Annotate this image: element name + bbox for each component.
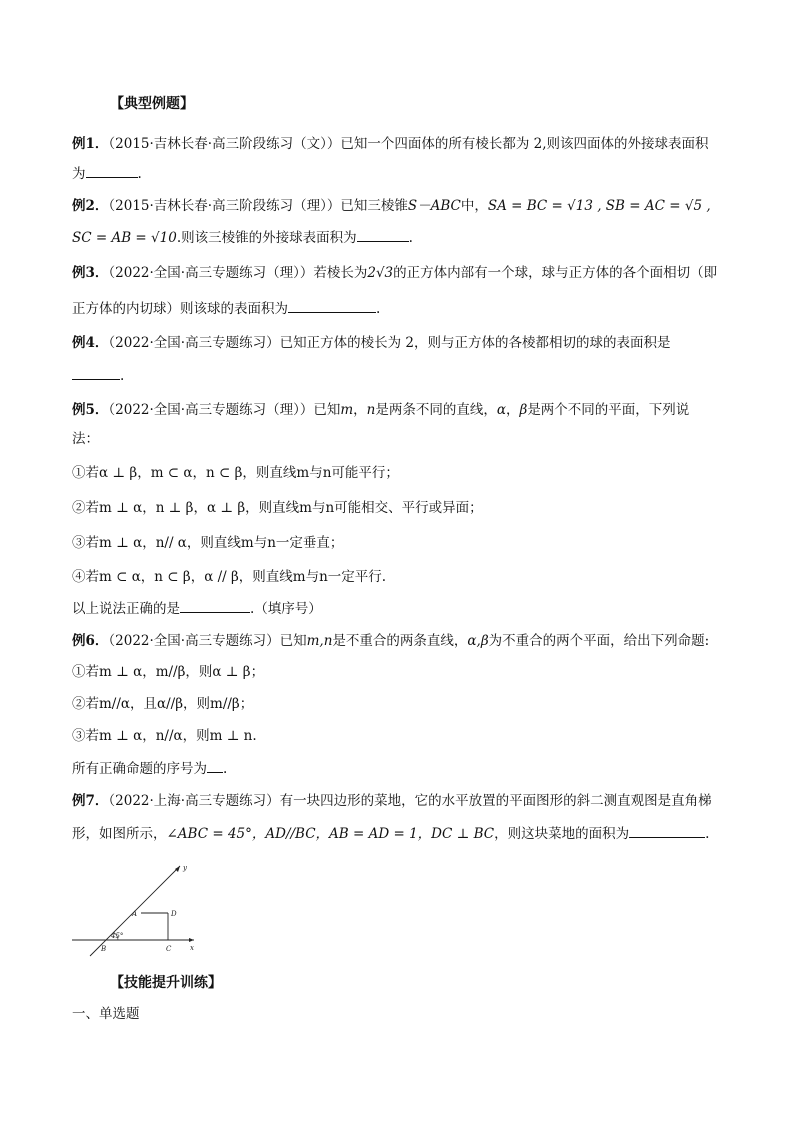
subsection-single-choice: 一、单选题 [72, 1006, 140, 1022]
example-1-line-1 [72, 134, 734, 154]
example-7-text-b: 形，如图所示， [72, 826, 167, 842]
example-5-question-text: 以上说法正确的是 [72, 601, 180, 617]
example-1-text-b: 为 [72, 166, 86, 182]
example-4-line-2: . [72, 365, 734, 386]
example-2-label: 例2． [72, 198, 109, 214]
example-6-math-b: α,β [467, 633, 489, 649]
example-3-line-1 [72, 263, 734, 283]
example-5-label: 例5． [72, 402, 109, 418]
x-axis-arrow [189, 938, 194, 942]
example-2-math-b: SA = BC = √13 , SB = AC = √5 , [487, 198, 711, 214]
example-5-item-4: ④若m ⊂ α，n ⊂ β，α // β，则直线m与n一定平行. [72, 569, 387, 585]
example-3-label: 例3． [72, 265, 109, 281]
example-2-text-b: 中， [460, 198, 488, 214]
answer-blank[interactable] [72, 365, 120, 380]
label-c: C [166, 945, 172, 953]
example-5-line-1 [72, 400, 734, 420]
answer-blank[interactable] [629, 823, 705, 838]
example-5-text-d: ， [506, 402, 520, 418]
example-5-text-c: 是两条不同的直线， [375, 402, 497, 418]
answer-blank[interactable] [357, 227, 409, 242]
label-b: B [101, 945, 107, 953]
math-n: n [366, 402, 376, 418]
example-2-line-1 [72, 196, 734, 216]
example-4-line-1 [72, 333, 734, 353]
math-beta: β [519, 402, 528, 418]
example-6-text-b: 是不重合的两条直线， [332, 633, 468, 649]
example-7-line-1 [72, 791, 734, 811]
example-1-label: 例1． [72, 136, 109, 152]
example-1-text: （2015·吉林长春·高三阶段练习（文））已知一个四面体的所有棱长都为 2,则该四面体的外接球表面积 [108, 136, 709, 152]
example-3-text-c: 正方体的内切球）则该球的表面积为 [72, 301, 288, 317]
example-4-text-a: （2022·全国·高三专题练习）已知正方体的棱长为 2，则与正方体的各棱都相切的球的表面积是 [108, 335, 671, 351]
example-5-suffix: .（填序号） [250, 601, 322, 617]
example-5-text-a: （2022·全国·高三专题练习（理））已知 [108, 402, 341, 418]
example-5-text-b: ， [353, 402, 367, 418]
example-5-line-2: 法： [72, 431, 99, 447]
label-a: A [132, 910, 138, 918]
example-5-item-2: ②若m ⊥ α，n ⊥ β，α ⊥ β，则直线m与n可能相交、平行或异面； [72, 500, 483, 516]
example-5-item-1: ①若α ⊥ β，m ⊂ α，n ⊂ β，则直线m与n可能平行； [72, 465, 399, 481]
example-3-text-a: （2022·全国·高三专题练习（理））若棱长为 [108, 265, 368, 281]
math-alpha: α [496, 402, 506, 418]
label-y: y [183, 864, 187, 872]
example-6-line-1 [72, 631, 734, 651]
example-5-question [72, 598, 734, 619]
label-d: D [171, 910, 177, 918]
example-6-text-a: （2022·全国·高三专题练习）已知 [108, 633, 307, 649]
example-2-text-c: .则该三棱锥的外接球表面积为 [176, 230, 357, 246]
label-x: x [190, 944, 194, 952]
example-6-item-2: ②若m//α，且α//β，则m//β； [72, 696, 254, 712]
example-1-line-2: 为 . [72, 163, 734, 184]
example-2-math-c: SC = AB = √10 [72, 230, 177, 246]
example-6-text-c: 为不重合的两个平面，给出下列命题: [488, 633, 710, 649]
example-4-label: 例4． [72, 335, 109, 351]
example-6-question: 所有正确命题的序号为 . [72, 758, 734, 779]
example-6-label: 例6． [72, 633, 109, 649]
example-7-label: 例7． [72, 793, 109, 809]
label-angle: 45° [111, 932, 124, 940]
example-3-text-b: 的正方体内部有一个球，球与正方体的各个面相切（即 [393, 265, 718, 281]
example-2-math-a: S－ABC [407, 198, 461, 214]
answer-blank[interactable] [180, 598, 250, 613]
example-6-math-a: m,n [306, 633, 333, 649]
example-2-text-a: （2015·吉林长春·高三阶段练习（理））已知三棱锥 [108, 198, 408, 214]
figure-svg [68, 858, 203, 958]
example-5-item-3: ③若m ⊥ α，n// α，则直线m与n一定垂直； [72, 535, 344, 551]
math-m: m [340, 402, 354, 418]
example-6-question-text: 所有正确命题的序号为 [72, 761, 207, 777]
section-heading-skill-training: 【技能提升训练】 [110, 975, 222, 991]
example-7-text-a: （2022·上海·高三专题练习）有一块四边形的菜地，它的水平放置的平面图形的斜二测直观图是直角梯 [108, 793, 712, 809]
example-7-text-c: ，则这块菜地的面积为 [494, 826, 630, 842]
answer-blank[interactable] [86, 163, 138, 178]
example-5-text-e: 是两个不同的平面，下列说 [527, 402, 690, 418]
example-2-line-2: SC = AB = √10.则该三棱锥的外接球表面积为 . [72, 227, 734, 248]
trapezoid-figure [68, 858, 203, 958]
example-6-item-3: ③若m ⊥ α，n//α，则m ⊥ n. [72, 728, 257, 744]
example-6-item-1: ①若m ⊥ α，m//β，则α ⊥ β； [72, 664, 265, 680]
example-3-line-2: 正方体的内切球）则该球的表面积为 . [72, 298, 734, 319]
example-7-line-2: 形，如图所示，∠ABC = 45°，AD//BC，AB = AD = 1，DC ⊥ BC，则这块菜地的面积为 . [72, 823, 734, 844]
example-3-math-a: 2√3 [367, 265, 394, 281]
answer-blank[interactable] [288, 298, 376, 313]
answer-blank[interactable] [207, 758, 223, 773]
y-axis-arrow [175, 866, 180, 872]
section-heading-typical-examples: 【典型例题】 [110, 96, 194, 112]
example-7-math: ∠ABC = 45°，AD//BC，AB = AD = 1，DC ⊥ BC [166, 826, 495, 842]
